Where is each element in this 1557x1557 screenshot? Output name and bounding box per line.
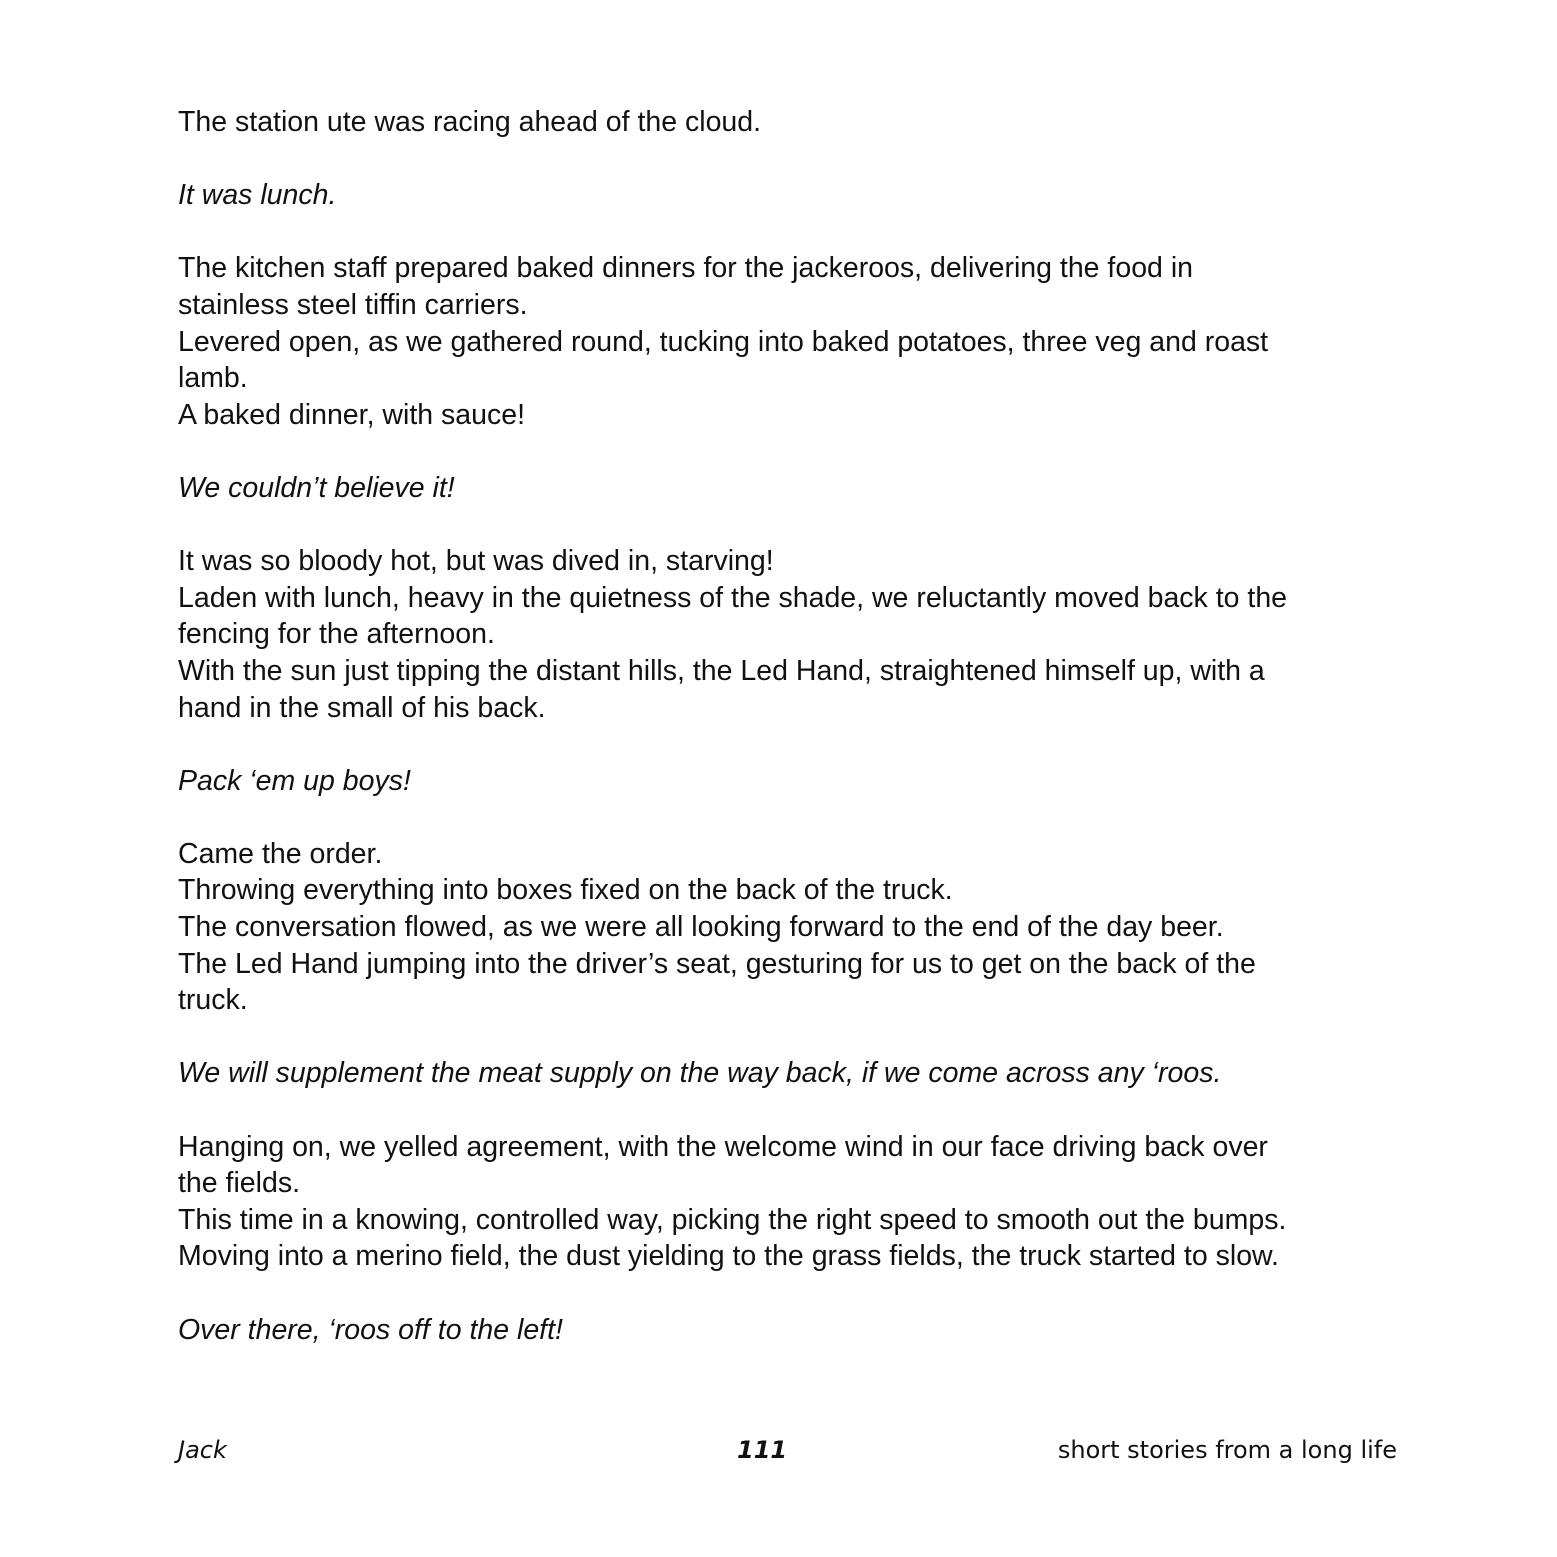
text-line: Hanging on, we yelled agreement, with the welcome wind in our face driving back over [178, 1130, 1268, 1163]
paragraph [178, 1129, 1408, 1275]
paragraph [178, 543, 1408, 726]
text-line: Came the order. [178, 837, 383, 870]
dialogue-paragraph [178, 1055, 1408, 1092]
text-line: Pack ‘em up boys! [178, 764, 411, 797]
text-line: It was lunch. [178, 179, 337, 212]
text-line: We couldn’t believe it! [178, 471, 455, 504]
text-line: the fields. [178, 1167, 300, 1200]
text-line: This time in a knowing, controlled way, picking the right speed to smooth out the bumps. [178, 1203, 1287, 1236]
text-line: A baked dinner, with sauce! [178, 398, 525, 431]
paragraph [178, 836, 1408, 1019]
text-line: hand in the small of his back. [178, 691, 546, 724]
page-number: 111 [737, 1436, 788, 1464]
footer-book-title: short stories from a long life [1057, 1436, 1397, 1464]
text-line: Throwing everything into boxes fixed on the back of the truck. [178, 874, 953, 907]
text-line: The Led Hand jumping into the driver’s seat, gesturing for us to get on the back of the [178, 947, 1256, 980]
text-line: Laden with lunch, heavy in the quietness of the shade, we reluctantly moved back to the [178, 581, 1288, 614]
text-line: The kitchen staff prepared baked dinners for the jackeroos, delivering the food in [178, 252, 1194, 285]
page-body [178, 104, 1408, 1385]
text-line: The station ute was racing ahead of the cloud. [178, 106, 762, 138]
text-line: fencing for the afternoon. [178, 618, 495, 651]
text-line: With the sun just tipping the distant hills, the Led Hand, straightened himself up, with a [178, 654, 1265, 687]
text-line: Moving into a merino field, the dust yielding to the grass fields, the truck started to slow. [178, 1240, 1279, 1273]
text-line: truck. [178, 984, 248, 1017]
text-line: Levered open, as we gathered round, tucking into baked potatoes, three veg and roast [178, 325, 1269, 358]
text-line: We will supplement the meat supply on the way back, if we come across any ‘roos. [178, 1057, 1222, 1090]
paragraph [178, 250, 1408, 433]
dialogue-paragraph [178, 177, 1408, 214]
footer-author: Jack [178, 1436, 227, 1464]
dialogue-paragraph [178, 763, 1408, 800]
paragraph [178, 104, 1408, 141]
page-footer [0, 1432, 1557, 1472]
dialogue-paragraph [178, 1312, 1408, 1349]
text-line: The conversation flowed, as we were all looking forward to the end of the day beer. [178, 911, 1224, 944]
dialogue-paragraph [178, 470, 1408, 507]
text-line: It was so bloody hot, but was dived in, starving! [178, 545, 774, 578]
text-line: Over there, ‘roos off to the left! [178, 1313, 563, 1346]
text-line: stainless steel tiffin carriers. [178, 288, 528, 321]
text-line: lamb. [178, 362, 248, 395]
